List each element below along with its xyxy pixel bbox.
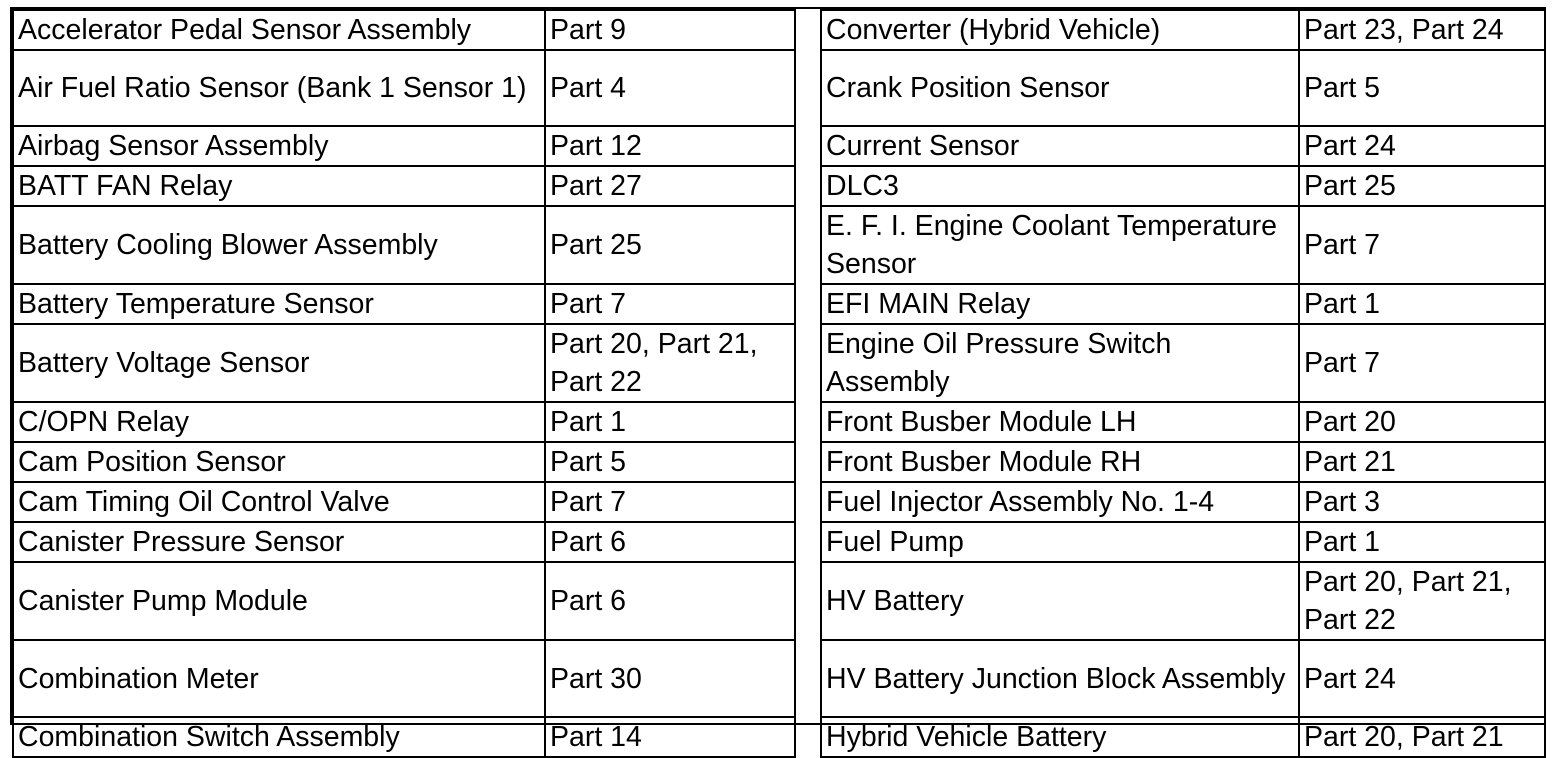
left-part-reference: Part 12 xyxy=(545,126,795,166)
column-gap xyxy=(795,10,821,50)
column-gap xyxy=(795,442,821,482)
right-component-name: Crank Position Sensor xyxy=(821,50,1299,126)
right-part-reference: Part 7 xyxy=(1299,324,1545,402)
table-row xyxy=(13,10,1545,50)
right-component-name: HV Battery xyxy=(821,562,1299,640)
left-component-name: Cam Position Sensor xyxy=(13,442,545,482)
left-component-name: BATT FAN Relay xyxy=(13,166,545,206)
right-part-reference: Part 7 xyxy=(1299,206,1545,284)
left-component-name: Canister Pressure Sensor xyxy=(13,522,545,562)
table-row xyxy=(13,640,1545,717)
right-part-reference: Part 25 xyxy=(1299,166,1545,206)
parts-index-table xyxy=(12,9,1546,758)
right-component-name: Engine Oil Pressure Switch Assembly xyxy=(821,324,1299,402)
column-gap xyxy=(795,482,821,522)
right-part-reference: Part 20 xyxy=(1299,402,1545,442)
right-part-reference: Part 24 xyxy=(1299,640,1545,717)
right-component-name: E. F. I. Engine Coolant Temperature Sensor xyxy=(821,206,1299,284)
table-row xyxy=(13,562,1545,640)
left-component-name: C/OPN Relay xyxy=(13,402,545,442)
left-component-name: Combination Switch Assembly xyxy=(13,717,545,757)
left-part-reference: Part 14 xyxy=(545,717,795,757)
right-part-reference: Part 1 xyxy=(1299,284,1545,324)
table-row xyxy=(13,717,1545,757)
column-gap xyxy=(795,324,821,402)
left-part-reference: Part 7 xyxy=(545,482,795,522)
column-gap xyxy=(795,126,821,166)
left-part-reference: Part 25 xyxy=(545,206,795,284)
left-part-reference: Part 27 xyxy=(545,166,795,206)
left-part-reference: Part 30 xyxy=(545,640,795,717)
left-component-name: Battery Cooling Blower Assembly xyxy=(13,206,545,284)
right-part-reference: Part 5 xyxy=(1299,50,1545,126)
left-component-name: Airbag Sensor Assembly xyxy=(13,126,545,166)
left-part-reference: Part 6 xyxy=(545,562,795,640)
column-gap xyxy=(795,402,821,442)
table-row xyxy=(13,442,1545,482)
column-gap xyxy=(795,640,821,717)
left-component-name: Canister Pump Module xyxy=(13,562,545,640)
left-part-reference: Part 6 xyxy=(545,522,795,562)
column-gap xyxy=(795,717,821,757)
right-part-reference: Part 23, Part 24 xyxy=(1299,10,1545,50)
table-row xyxy=(13,482,1545,522)
parts-index-sheet xyxy=(10,7,1546,753)
right-component-name: Fuel Injector Assembly No. 1-4 xyxy=(821,482,1299,522)
left-component-name: Combination Meter xyxy=(13,640,545,717)
right-component-name: Front Busber Module LH xyxy=(821,402,1299,442)
table-row xyxy=(13,206,1545,284)
left-part-reference: Part 5 xyxy=(545,442,795,482)
right-part-reference: Part 20, Part 21, Part 22 xyxy=(1299,562,1545,640)
left-part-reference: Part 7 xyxy=(545,284,795,324)
right-part-reference: Part 21 xyxy=(1299,442,1545,482)
table-row xyxy=(13,284,1545,324)
table-row xyxy=(13,126,1545,166)
column-gap xyxy=(795,522,821,562)
right-component-name: Converter (Hybrid Vehicle) xyxy=(821,10,1299,50)
right-component-name: HV Battery Junction Block Assembly xyxy=(821,640,1299,717)
right-part-reference: Part 1 xyxy=(1299,522,1545,562)
left-part-reference: Part 4 xyxy=(545,50,795,126)
column-gap xyxy=(795,206,821,284)
left-component-name: Battery Voltage Sensor xyxy=(13,324,545,402)
left-part-reference: Part 1 xyxy=(545,402,795,442)
right-part-reference: Part 24 xyxy=(1299,126,1545,166)
right-component-name: EFI MAIN Relay xyxy=(821,284,1299,324)
column-gap xyxy=(795,562,821,640)
left-part-reference: Part 9 xyxy=(545,10,795,50)
right-component-name: Fuel Pump xyxy=(821,522,1299,562)
column-gap xyxy=(795,284,821,324)
left-component-name: Accelerator Pedal Sensor Assembly xyxy=(13,10,545,50)
table-row xyxy=(13,324,1545,402)
right-part-reference: Part 20, Part 21 xyxy=(1299,717,1545,757)
right-component-name: Front Busber Module RH xyxy=(821,442,1299,482)
right-component-name: Hybrid Vehicle Battery xyxy=(821,717,1299,757)
table-row xyxy=(13,522,1545,562)
right-part-reference: Part 3 xyxy=(1299,482,1545,522)
table-row xyxy=(13,166,1545,206)
right-component-name: Current Sensor xyxy=(821,126,1299,166)
column-gap xyxy=(795,166,821,206)
left-component-name: Battery Temperature Sensor xyxy=(13,284,545,324)
right-component-name: DLC3 xyxy=(821,166,1299,206)
column-gap xyxy=(795,50,821,126)
left-component-name: Cam Timing Oil Control Valve xyxy=(13,482,545,522)
table-row xyxy=(13,50,1545,126)
left-part-reference: Part 20, Part 21, Part 22 xyxy=(545,324,795,402)
left-component-name: Air Fuel Ratio Sensor (Bank 1 Sensor 1) xyxy=(13,50,545,126)
table-row xyxy=(13,402,1545,442)
